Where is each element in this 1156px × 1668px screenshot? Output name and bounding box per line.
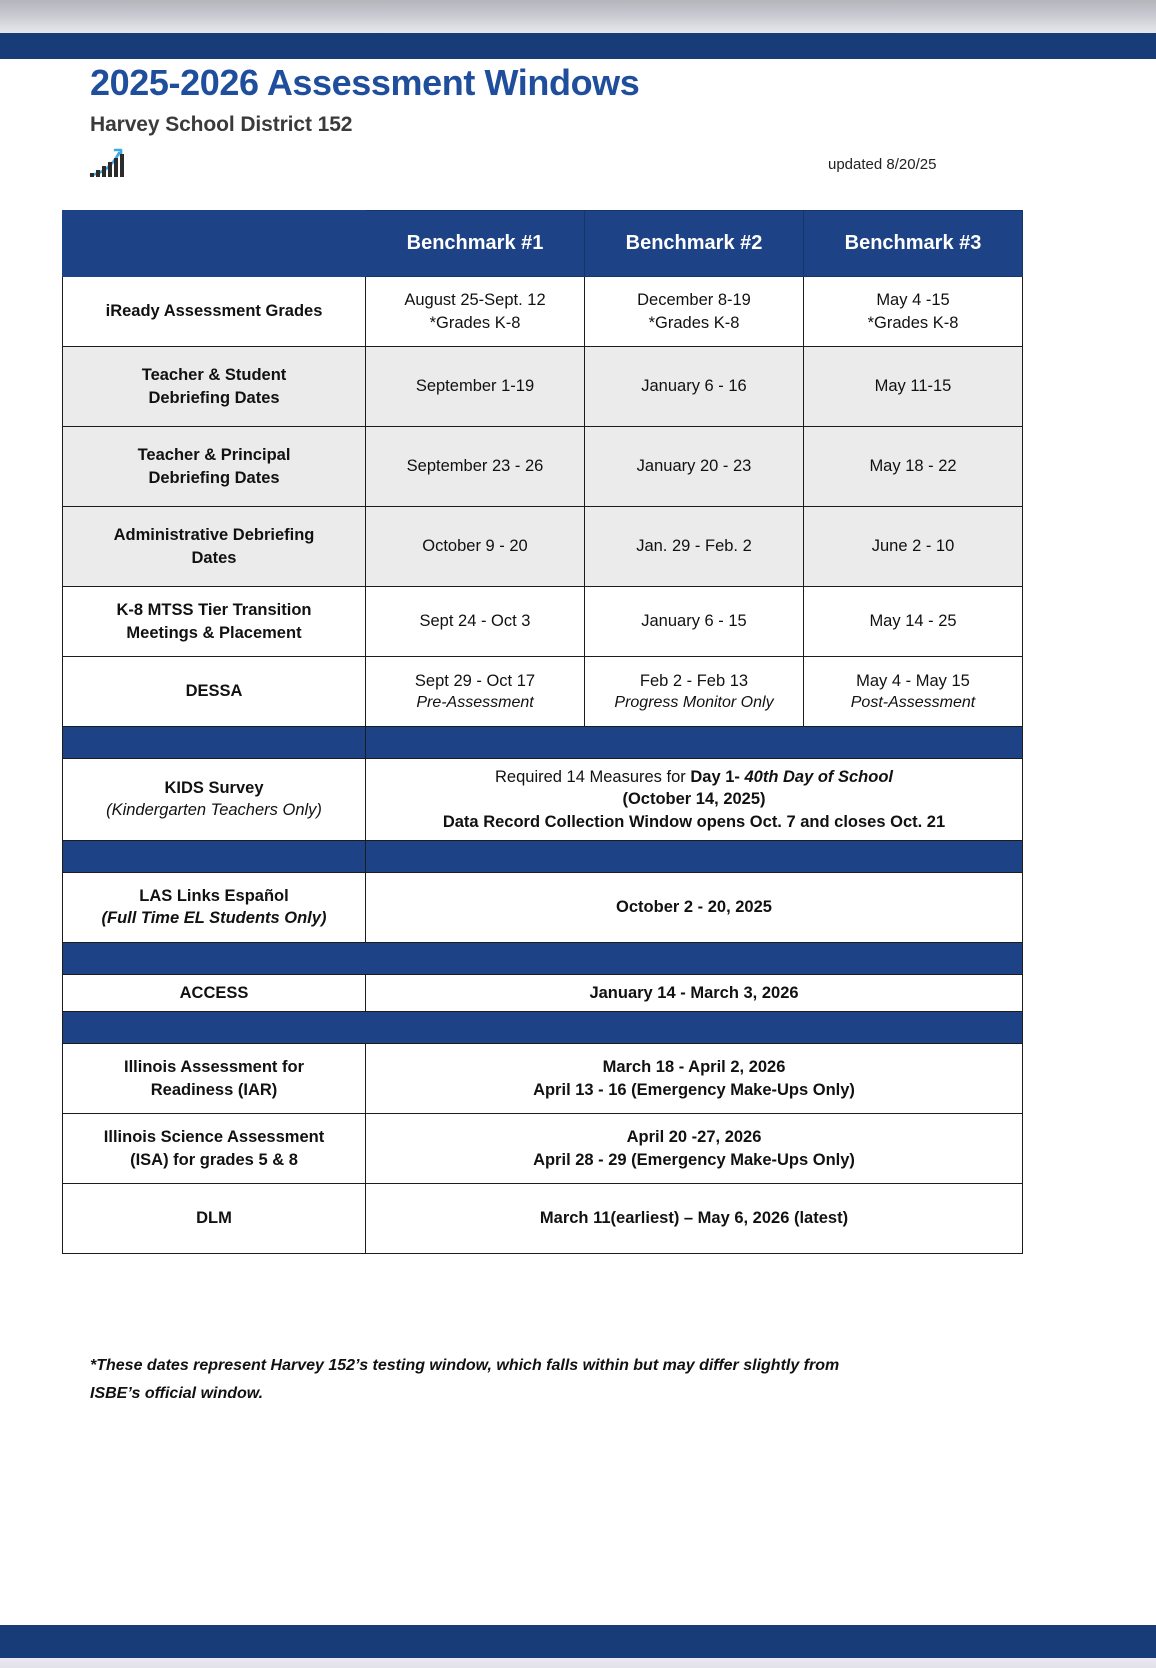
label-line: Illinois Science Assessment <box>103 1128 325 1147</box>
cell-teacher-principal-b2: January 20 - 23 <box>585 427 804 507</box>
label-line: K-8 MTSS Tier Transition <box>116 601 312 620</box>
kids-line-3: Data Record Collection Window opens Oct. 7 and closes Oct. 21 <box>442 812 946 831</box>
cell-administrative-b2: Jan. 29 - Feb. 2 <box>585 507 804 587</box>
cell-line: *Grades K-8 <box>867 313 959 332</box>
section-divider-state-tests <box>63 1012 1023 1044</box>
header-cell-benchmark-1: Benchmark #1 <box>366 211 585 277</box>
updated-date: updated 8/20/25 <box>828 156 937 173</box>
kids-prefix: Required 14 Measures for <box>495 768 691 786</box>
table-row-teacher-student-debriefing <box>63 347 1023 427</box>
cell-subnote: Post-Assessment <box>850 693 976 711</box>
cell-dlm-value: March 11(earliest) – May 6, 2026 (latest) <box>366 1184 1023 1254</box>
divider-left <box>63 727 366 759</box>
table-row-kids-survey <box>63 759 1023 841</box>
label-line: Illinois Assessment for <box>123 1058 305 1077</box>
cell-teacher-student-b1: September 1-19 <box>366 347 585 427</box>
divider-right <box>366 727 1023 759</box>
cell-dessa-b1 <box>366 657 585 727</box>
table-row-mtss-tier-transition <box>63 587 1023 657</box>
row-label-administrative-debriefing <box>63 507 366 587</box>
cell-iar-value <box>366 1044 1023 1114</box>
divider-left <box>63 840 366 872</box>
label-line: Teacher & Principal <box>137 446 291 465</box>
cell-iready-b3 <box>804 277 1023 347</box>
growth-chart-icon <box>88 145 134 179</box>
cell-administrative-b1: October 9 - 20 <box>366 507 585 587</box>
cell-teacher-principal-b3: May 18 - 22 <box>804 427 1023 507</box>
row-label-access: ACCESS <box>63 974 366 1011</box>
top-chrome-gradient <box>0 0 1156 33</box>
header-cell-blank <box>63 211 366 277</box>
cell-teacher-student-b2: January 6 - 16 <box>585 347 804 427</box>
cell-line: *Grades K-8 <box>648 313 740 332</box>
cell-isa-value <box>366 1114 1023 1184</box>
cell-line: May 4 - May 15 <box>856 671 970 690</box>
cell-line: December 8-19 <box>637 291 751 310</box>
divider-full <box>63 942 1023 974</box>
table-row-teacher-principal-debriefing <box>63 427 1023 507</box>
section-divider-las-links <box>63 840 1023 872</box>
iar-line-1: March 18 - April 2, 2026 <box>602 1058 786 1077</box>
label-line: Debriefing Dates <box>148 468 280 487</box>
row-label-dlm: DLM <box>63 1184 366 1254</box>
label-line: Dates <box>191 548 237 567</box>
row-label-mtss-tier-transition <box>63 587 366 657</box>
header-cell-benchmark-3: Benchmark #3 <box>804 211 1023 277</box>
top-blue-bar <box>0 33 1156 59</box>
bottom-chrome-gradient <box>0 1658 1156 1668</box>
cell-line: *Grades K-8 <box>429 313 521 332</box>
isa-line-2: April 28 - 29 (Emergency Make-Ups Only) <box>533 1150 855 1169</box>
cell-mtss-b2: January 6 - 15 <box>585 587 804 657</box>
label-line: Debriefing Dates <box>148 388 280 407</box>
label-line: Meetings & Placement <box>126 623 302 642</box>
cell-teacher-student-b3: May 11-15 <box>804 347 1023 427</box>
table-row-las-links <box>63 872 1023 942</box>
table-row-administrative-debriefing <box>63 507 1023 587</box>
cell-iready-b1 <box>366 277 585 347</box>
row-label-dessa: DESSA <box>63 657 366 727</box>
cell-teacher-principal-b1: September 23 - 26 <box>366 427 585 507</box>
label-line: LAS Links Español <box>139 887 289 906</box>
cell-administrative-b3: June 2 - 10 <box>804 507 1023 587</box>
section-divider-access <box>63 942 1023 974</box>
cell-access-value: January 14 - March 3, 2026 <box>366 974 1023 1011</box>
footnote-line-2: ISBE’s official window. <box>90 1385 264 1402</box>
isa-line-1: April 20 -27, 2026 <box>626 1128 762 1147</box>
label-line: KIDS Survey <box>164 779 264 798</box>
label-line: (ISA) for grades 5 & 8 <box>130 1150 298 1169</box>
table-row-iready <box>63 277 1023 347</box>
cell-mtss-b1: Sept 24 - Oct 3 <box>366 587 585 657</box>
label-line: Administrative Debriefing <box>113 526 315 545</box>
divider-full <box>63 1012 1023 1044</box>
table-row-isa <box>63 1114 1023 1184</box>
row-label-las-links <box>63 872 366 942</box>
header-cell-benchmark-2: Benchmark #2 <box>585 211 804 277</box>
kids-line-2: (October 14, 2025) <box>622 790 766 809</box>
label-subnote: (Full Time EL Students Only) <box>101 909 327 928</box>
table-row-dlm <box>63 1184 1023 1254</box>
cell-kids-survey-value <box>366 759 1023 841</box>
footnote-line-1: *These dates represent Harvey 152’s testing window, which falls within but may differ slightly from <box>90 1357 840 1374</box>
row-label-iar <box>63 1044 366 1114</box>
label-subnote: (Kindergarten Teachers Only) <box>106 801 322 820</box>
kids-bold: Day 1- <box>690 768 745 786</box>
row-label-kids-survey <box>63 759 366 841</box>
cell-subnote: Progress Monitor Only <box>614 693 774 711</box>
cell-mtss-b3: May 14 - 25 <box>804 587 1023 657</box>
divider-right <box>366 840 1023 872</box>
cell-dessa-b2 <box>585 657 804 727</box>
district-subtitle: Harvey School District 152 <box>90 113 353 136</box>
row-label-iready: iReady Assessment Grades <box>63 277 366 347</box>
assessment-windows-table <box>62 210 1023 1254</box>
iar-line-2: April 13 - 16 (Emergency Make-Ups Only) <box>533 1080 855 1099</box>
row-label-isa <box>63 1114 366 1184</box>
section-divider-kids <box>63 727 1023 759</box>
row-label-teacher-principal-debriefing <box>63 427 366 507</box>
cell-line: August 25-Sept. 12 <box>404 291 546 310</box>
table-row-dessa <box>63 657 1023 727</box>
cell-line: Feb 2 - Feb 13 <box>639 671 749 690</box>
kids-line-1 <box>372 766 1016 788</box>
cell-dessa-b3 <box>804 657 1023 727</box>
bottom-blue-bar <box>0 1625 1156 1658</box>
table-header-row <box>63 211 1023 277</box>
kids-bold-italic: 40th Day of School <box>744 768 893 786</box>
cell-subnote: Pre-Assessment <box>416 693 534 711</box>
page-title: 2025-2026 Assessment Windows <box>90 62 640 103</box>
cell-line: May 4 -15 <box>876 291 950 310</box>
footnote <box>90 1352 1020 1408</box>
assessment-windows-table-wrapper <box>62 210 1022 1254</box>
label-line: Readiness (IAR) <box>150 1080 278 1099</box>
table-row-access <box>63 974 1023 1011</box>
label-line: Teacher & Student <box>141 366 287 385</box>
cell-line: Sept 29 - Oct 17 <box>414 671 536 690</box>
cell-iready-b2 <box>585 277 804 347</box>
row-label-teacher-student-debriefing <box>63 347 366 427</box>
cell-las-links-value: October 2 - 20, 2025 <box>366 872 1023 942</box>
table-row-iar <box>63 1044 1023 1114</box>
